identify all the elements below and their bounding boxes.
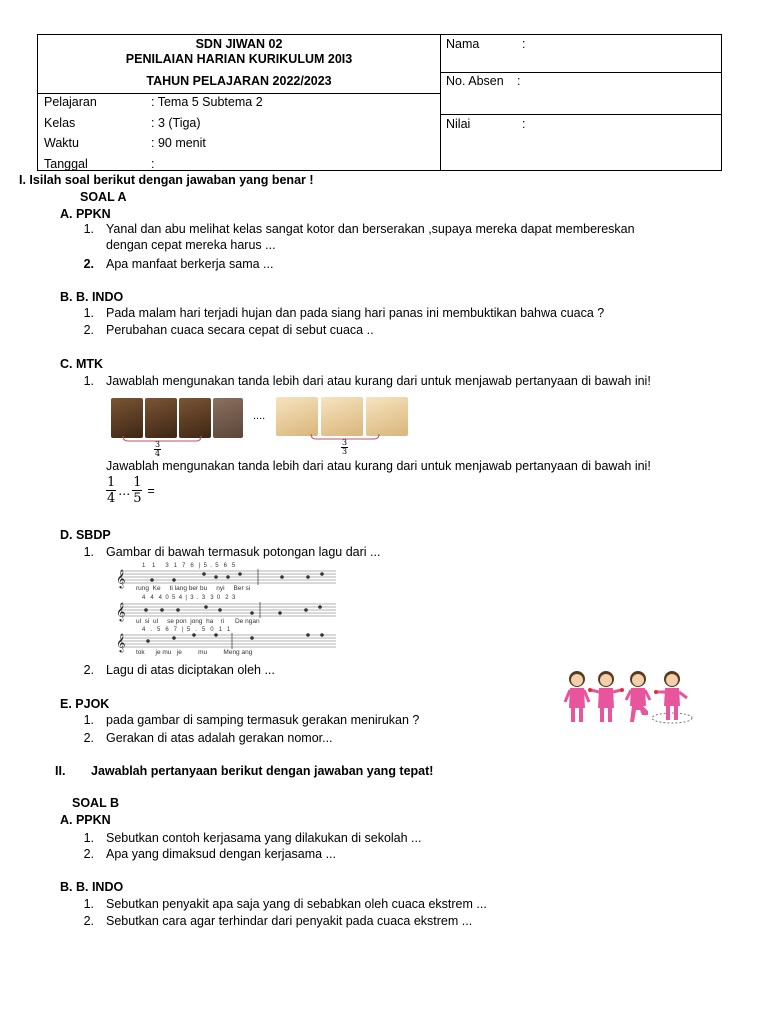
score-numbers: 4 4 4 0 5 4 | 3 . 3 3 0 2 3: [142, 595, 236, 601]
section-d-title: D. SBDP: [60, 528, 111, 542]
question-text: Gambar di bawah termasuk potongan lagu dari ...: [106, 545, 381, 559]
light-block: [276, 397, 318, 436]
question-text: Perubahan cuaca secara cepat di sebut cuaca ..: [106, 323, 374, 337]
question-text: Sebutkan contoh kerjasama yang dilakukan di sekolah ...: [106, 831, 422, 845]
score-lyrics: tok je mu je mu Meng ang: [136, 649, 253, 656]
section-e-title: E. PJOK: [60, 697, 110, 711]
question-text: pada gambar di samping termasuk gerakan menirukan ?: [106, 713, 420, 727]
fraction-denominator: 4: [155, 449, 161, 458]
question-text: Apa yang dimaksud dengan kerjasama ...: [106, 847, 336, 861]
dots: ....: [253, 410, 266, 422]
info-label: Pelajaran: [44, 95, 97, 109]
clef-icon: 𝄞: [116, 602, 126, 621]
staff-lines: [112, 563, 338, 658]
dark-block: [213, 398, 243, 438]
fraction-numerator: 1: [107, 475, 116, 490]
girl-figure: [565, 671, 589, 722]
header-divider: [440, 35, 441, 170]
question-text: dengan cepat mereka harus ...: [106, 238, 276, 252]
question-number: 1.: [83, 897, 94, 911]
fraction-numerator: 3: [155, 440, 161, 449]
info-value: : Tema 5 Subtema 2: [151, 95, 263, 109]
info-label: Waktu: [44, 136, 79, 150]
girl-figure: [588, 671, 624, 722]
part1-instruction: I. Isilah soal berikut dengan jawaban yang benar !: [19, 173, 314, 187]
section-c-title: C. MTK: [60, 357, 104, 371]
fraction-denominator: 4: [107, 491, 116, 506]
assessment-title: PENILAIAN HARIAN KURIKULUM 20I3: [125, 52, 353, 66]
soal-a-heading: SOAL A: [80, 190, 127, 204]
dark-block: [145, 398, 177, 438]
question-number: 2.: [83, 257, 94, 271]
question-number: 1.: [83, 222, 94, 236]
clef-icon: 𝄞: [116, 633, 126, 652]
soal-b-heading: SOAL B: [72, 796, 119, 810]
section-a-title: A. PPKN: [60, 207, 111, 221]
section-b-title: B. B. INDO: [60, 880, 124, 894]
score-numbers: 4 . 5 6 7 | 5 . 5 0 1 1: [142, 627, 231, 633]
compare-operator[interactable]: ...: [118, 483, 131, 498]
question-number: 2.: [83, 663, 94, 677]
fraction-denominator: 5: [133, 491, 142, 506]
header-divider: [440, 114, 721, 115]
equals-sign: =: [147, 483, 155, 498]
question-number: 2.: [83, 731, 94, 745]
question-text: Yanal dan abu melihat kelas sangat kotor dan berserakan ,supaya mereka dapat membereskan: [106, 222, 635, 236]
question-number: 1.: [83, 713, 94, 727]
absen-label: No. Absen: [446, 74, 504, 88]
score-lyrics: rung Ke ti lang ber bu nyi Ber si: [136, 585, 251, 592]
header-table: [37, 34, 722, 171]
question-text: Sebutkan penyakit apa saja yang di sebabkan oleh cuaca ekstrem ...: [106, 897, 487, 911]
name-label: Nama: [446, 37, 480, 51]
nilai-label: Nilai: [446, 117, 471, 131]
info-value: : 90 menit: [151, 136, 206, 150]
section-a-title: A. PPKN: [60, 813, 111, 827]
question-number: 1.: [83, 374, 94, 388]
question-number: 2.: [83, 914, 94, 928]
nilai-field[interactable]: :: [522, 117, 526, 131]
dark-block: [179, 398, 211, 438]
question-text: Gerakan di atas adalah gerakan nomor...: [106, 731, 333, 745]
info-label: Tanggal: [44, 157, 88, 171]
question-text: Sebutkan cara agar terhindar dari penyakit pada cuaca ekstrem ...: [106, 914, 473, 928]
girl-figure: [652, 671, 692, 723]
part2-number: II.: [55, 764, 66, 778]
question-number: 2.: [83, 323, 94, 337]
question-number: 2.: [83, 847, 94, 861]
name-field[interactable]: :: [522, 37, 526, 51]
info-value: : 3 (Tiga): [151, 116, 201, 130]
header-divider: [38, 93, 440, 94]
fraction-numerator: 3: [342, 438, 348, 447]
school-name: SDN JIWAN 02: [195, 37, 283, 51]
fraction-left: [154, 441, 161, 458]
exercise-illustration: [560, 668, 698, 726]
question-text: Lagu di atas diciptakan oleh ...: [106, 663, 275, 677]
header-divider: [440, 72, 721, 73]
question-text: Jawablah mengunakan tanda lebih dari atau kurang dari untuk menjawab pertanyaan di bawah ini!: [106, 459, 651, 473]
score-lyrics: ul si ul se pon jong ha ri De ngan: [136, 618, 260, 625]
question-text: Apa manfaat berkerja sama ...: [106, 257, 274, 271]
girl-figure: [626, 671, 650, 722]
music-score: [112, 563, 338, 658]
info-label: Kelas: [44, 116, 76, 130]
fraction-denominator: 3: [342, 447, 348, 456]
score-numbers: 1 1 3 1 7 6 | 5 . 5 6 5: [142, 563, 236, 569]
question-number: 1.: [83, 831, 94, 845]
light-block: [366, 397, 408, 436]
info-value: :: [151, 157, 155, 171]
light-block: [321, 397, 363, 436]
section-b-title: B. B. INDO: [60, 290, 124, 304]
dark-block: [111, 398, 143, 438]
clef-icon: 𝄞: [116, 569, 126, 588]
bracket-left: [122, 436, 202, 444]
school-year: TAHUN PELAJARAN 2022/2023: [146, 74, 332, 88]
part2-instruction: Jawablah pertanyaan berikut dengan jawaban yang tepat!: [91, 764, 434, 778]
question-number: 1.: [83, 545, 94, 559]
fraction-comparison: [106, 475, 155, 506]
absen-field[interactable]: :: [517, 74, 521, 88]
fraction-numerator: 1: [133, 475, 142, 490]
question-text: Jawablah mengunakan tanda lebih dari atau kurang dari untuk menjawab pertanyaan di bawah ini!: [106, 374, 651, 388]
question-number: 1.: [83, 306, 94, 320]
question-text: Pada malam hari terjadi hujan dan pada siang hari panas ini membuktikan bahwa cuaca ?: [106, 306, 605, 320]
fraction-right: [341, 439, 348, 456]
